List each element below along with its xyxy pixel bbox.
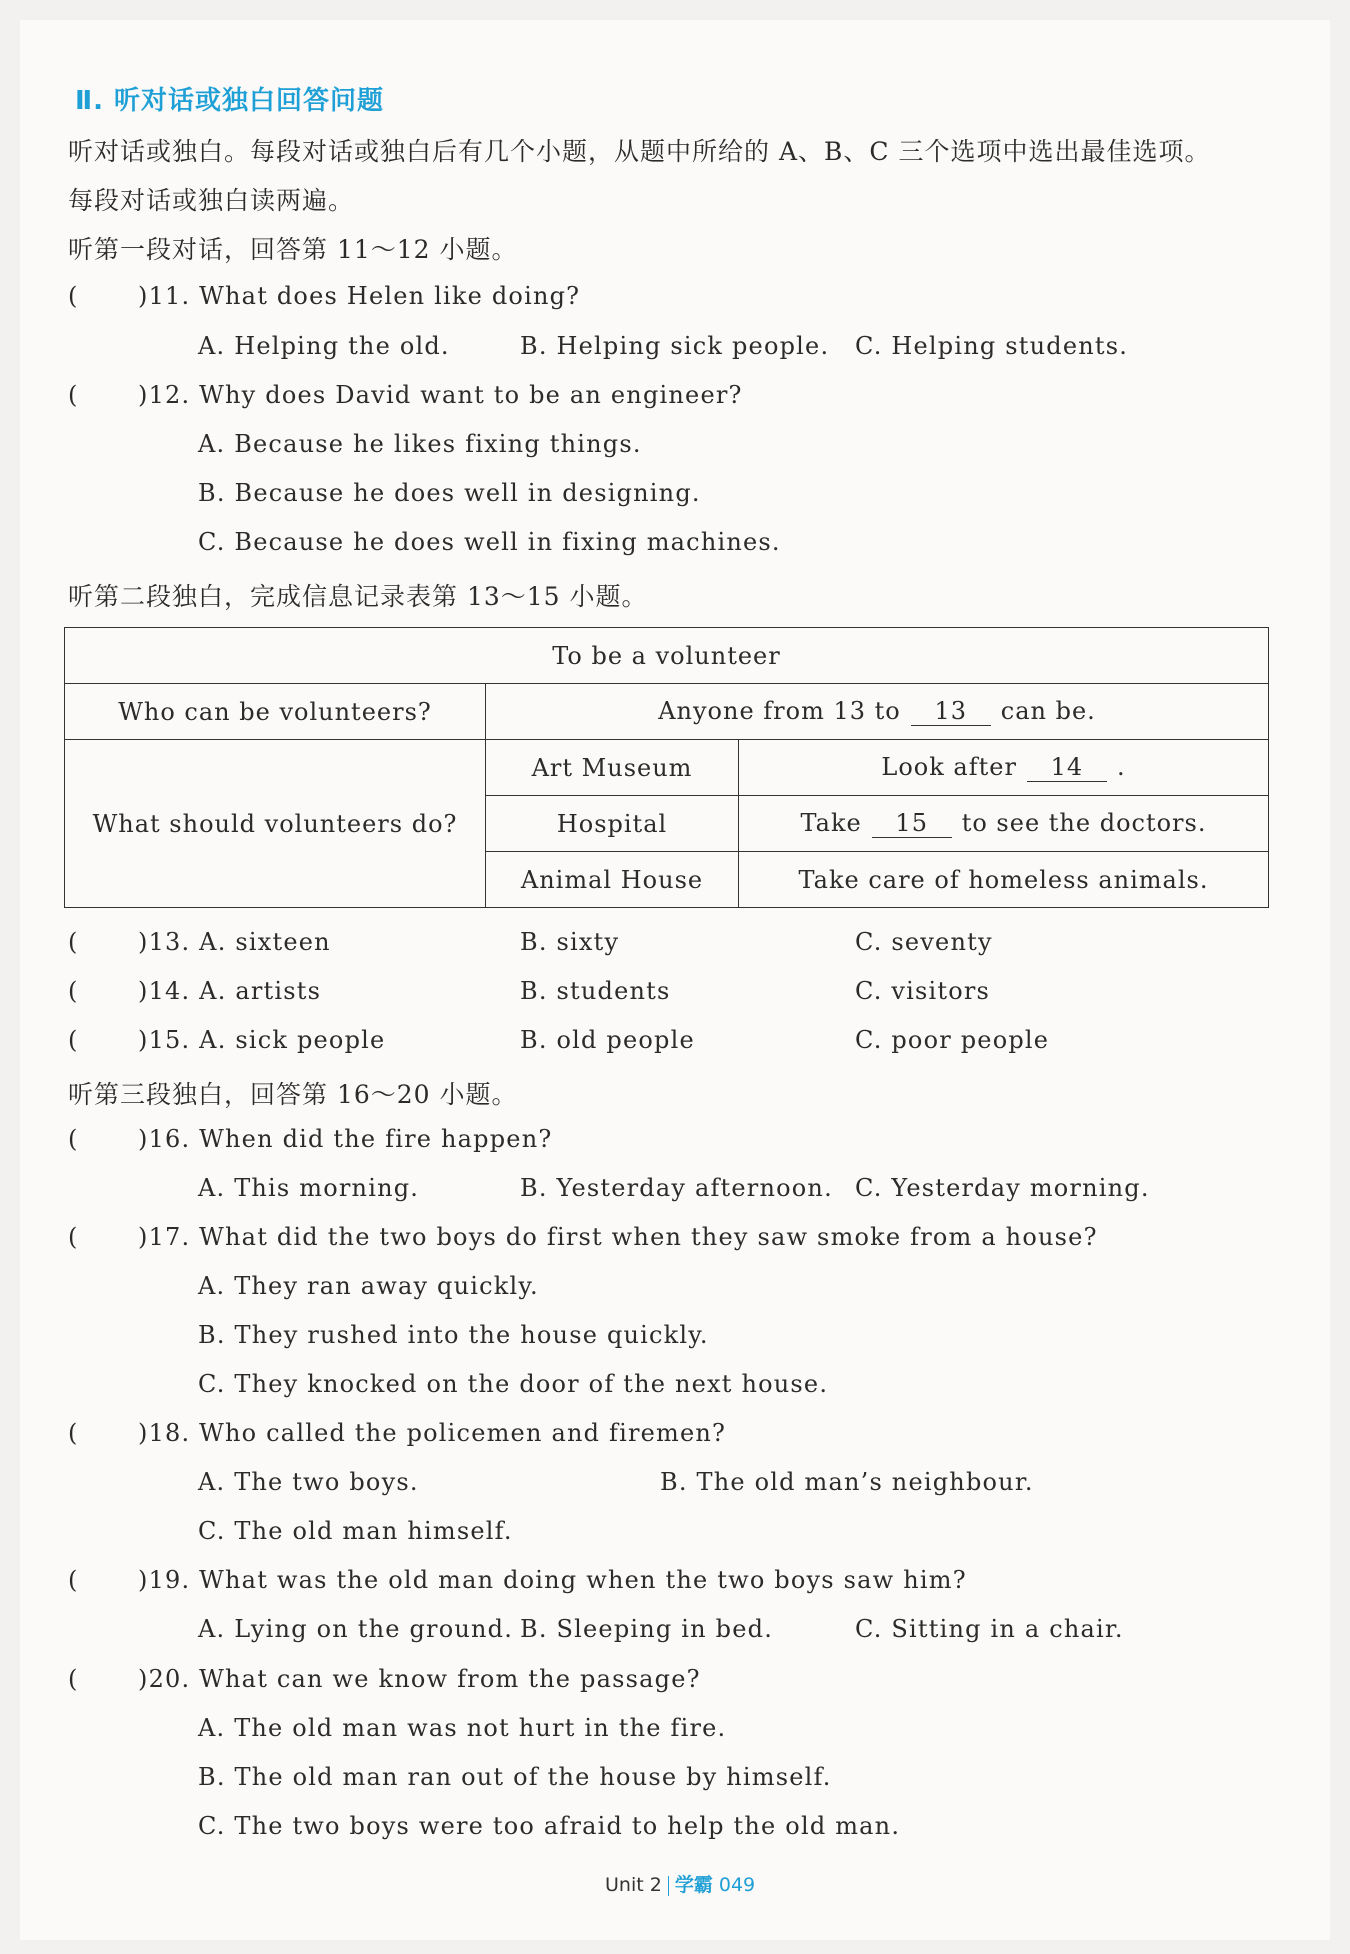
answer-paren-17: ( — [68, 1223, 78, 1251]
q17-option-b: B. They rushed into the house quickly. — [198, 1321, 709, 1349]
q20-option-b: B. The old man ran out of the house by himself. — [198, 1763, 832, 1791]
answer-paren-12: ( — [68, 381, 78, 409]
part2-header: 听第二段独白，完成信息记录表第 13～15 小题。 — [68, 582, 648, 611]
q17-option-a: A. They ran away quickly. — [198, 1272, 539, 1300]
question-19: )19. What was the old man doing when the two boys saw him? — [138, 1566, 967, 1594]
q13-option-b: B. sixty — [520, 928, 620, 956]
instructions-line-1: 听对话或独白。每段对话或独白后有几个小题，从题中所给的 A、B、C 三个选项中选出最佳选项。 — [68, 137, 1211, 166]
answer-paren-19: ( — [68, 1566, 78, 1594]
question-12: )12. Why does David want to be an engineer? — [138, 381, 743, 409]
q11-option-b: B. Helping sick people. — [520, 332, 830, 360]
task2-pre: Take — [800, 809, 862, 837]
question-17: )17. What did the two boys do first when they saw smoke from a house? — [138, 1223, 1098, 1251]
q20-option-c: C. The two boys were too afraid to help the old man. — [198, 1812, 901, 1840]
volunteer-info-table — [64, 627, 1269, 908]
answer-paren-16: ( — [68, 1125, 78, 1153]
row-who-pre: Anyone from 13 to — [658, 697, 901, 725]
q15-option-c: C. poor people — [855, 1026, 1050, 1054]
task1-post: . — [1116, 753, 1126, 781]
task-art-museum — [739, 740, 1269, 796]
q19-option-a: A. Lying on the ground. — [198, 1615, 514, 1643]
section-title: Ⅱ. 听对话或独白回答问题 — [75, 86, 385, 116]
q11-option-c: C. Helping students. — [855, 332, 1129, 360]
q14-option-c: C. visitors — [855, 977, 991, 1005]
answer-paren-15: ( — [68, 1026, 78, 1054]
q18-option-c: C. The old man himself. — [198, 1517, 513, 1545]
q16-option-a: A. This morning. — [198, 1174, 420, 1202]
blank-15[interactable]: 15 — [872, 809, 952, 838]
blank-14[interactable]: 14 — [1027, 753, 1107, 782]
row-who-value — [486, 684, 1269, 740]
footer-unit: Unit 2 — [605, 1874, 662, 1896]
task-hospital — [739, 796, 1269, 852]
q16-option-b: B. Yesterday afternoon. — [520, 1174, 833, 1202]
question-15: )15. A. sick people — [138, 1026, 386, 1054]
q17-option-c: C. They knocked on the door of the next house. — [198, 1370, 829, 1398]
question-20: )20. What can we know from the passage? — [138, 1665, 701, 1693]
answer-paren-13: ( — [68, 928, 78, 956]
part1-header: 听第一段对话，回答第 11～12 小题。 — [68, 235, 518, 264]
question-14: )14. A. artists — [138, 977, 322, 1005]
page-footer — [605, 1870, 755, 1897]
row-who-label: Who can be volunteers? — [65, 684, 486, 740]
question-18: )18. Who called the policemen and firemen? — [138, 1419, 727, 1447]
answer-paren-20: ( — [68, 1665, 78, 1693]
q18-option-b: B. The old man’s neighbour. — [660, 1468, 1034, 1496]
answer-paren-14: ( — [68, 977, 78, 1005]
q19-option-c: C. Sitting in a chair. — [855, 1615, 1124, 1643]
q19-option-b: B. Sleeping in bed. — [520, 1615, 774, 1643]
q20-option-a: A. The old man was not hurt in the fire. — [198, 1714, 727, 1742]
q15-option-b: B. old people — [520, 1026, 695, 1054]
answer-paren-11: ( — [68, 282, 78, 310]
place-art-museum: Art Museum — [486, 740, 739, 796]
q18-option-a: A. The two boys. — [198, 1468, 419, 1496]
blank-13[interactable]: 13 — [911, 697, 991, 726]
q11-option-a: A. Helping the old. — [198, 332, 450, 360]
footer-divider — [668, 1876, 669, 1896]
task1-pre: Look after — [881, 753, 1017, 781]
row-who-post: can be. — [1000, 697, 1096, 725]
instructions-line-2: 每段对话或独白读两遍。 — [68, 186, 355, 215]
task2-post: to see the doctors. — [961, 809, 1207, 837]
q12-option-a: A. Because he likes fixing things. — [198, 430, 642, 458]
q16-option-c: C. Yesterday morning. — [855, 1174, 1150, 1202]
footer-brand: 学霸 — [674, 1874, 713, 1896]
q14-option-b: B. students — [520, 977, 671, 1005]
place-animal-house: Animal House — [486, 852, 739, 908]
answer-paren-18: ( — [68, 1419, 78, 1447]
row-what-label: What should volunteers do? — [65, 740, 486, 908]
table-title: To be a volunteer — [65, 628, 1269, 684]
q13-option-c: C. seventy — [855, 928, 993, 956]
question-16: )16. When did the fire happen? — [138, 1125, 553, 1153]
part3-header: 听第三段独白，回答第 16～20 小题。 — [68, 1080, 518, 1109]
footer-page-number: 049 — [718, 1874, 756, 1896]
q12-option-b: B. Because he does well in designing. — [198, 479, 701, 507]
task-animal-house: Take care of homeless animals. — [739, 852, 1269, 908]
q12-option-c: C. Because he does well in fixing machines. — [198, 528, 781, 556]
question-13: )13. A. sixteen — [138, 928, 331, 956]
question-11: )11. What does Helen like doing? — [138, 282, 581, 310]
place-hospital: Hospital — [486, 796, 739, 852]
